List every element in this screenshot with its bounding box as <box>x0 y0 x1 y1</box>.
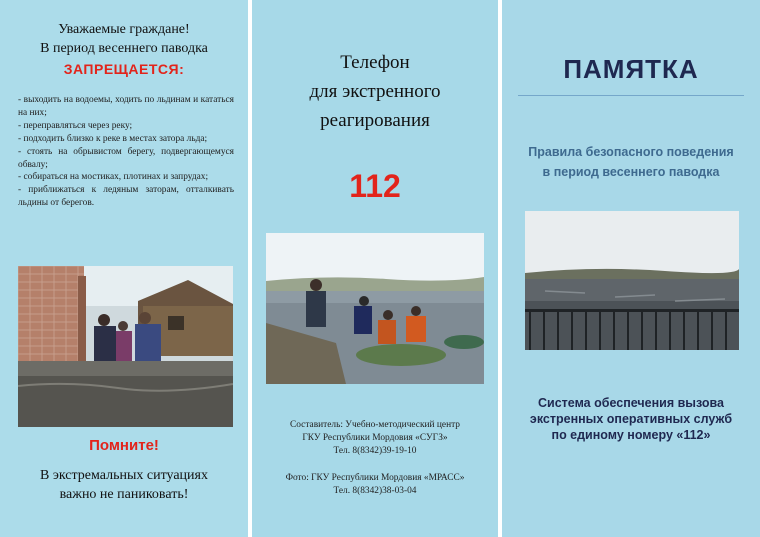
emergency-number: 112 <box>349 168 401 204</box>
phone-line-1: Телефон <box>340 52 410 73</box>
left-panel <box>0 0 248 537</box>
phone-line-3: реагирования <box>320 110 430 131</box>
photo-credit-phone: Тел. 8(8342)38-03-04 <box>333 486 417 496</box>
rule-item: - приближаться к ледяным заторам, отталкивать льдины от берегов. <box>18 185 234 209</box>
title-divider <box>518 95 744 96</box>
forbidden-heading: ЗАПРЕЩАЕТСЯ: <box>63 61 185 77</box>
rule-item: - собираться на мостиках, плотинах и запрудах; <box>18 172 209 183</box>
river-flood-photo <box>525 211 739 350</box>
compiler-line-1: Составитель: Учебно-методический центр <box>290 420 460 430</box>
system-line-3: по единому номеру «112» <box>551 428 711 442</box>
greeting: Уважаемые граждане! <box>58 22 190 37</box>
advice-line-1: В экстремальных ситуациях <box>40 468 208 483</box>
subtitle-line-2: в период весеннего паводка <box>542 165 720 179</box>
photo-credit: Фото: ГКУ Республики Мордовия «МРАСС» <box>285 473 465 483</box>
phone-line-2: для экстренного <box>309 81 441 102</box>
rules-list <box>18 94 234 210</box>
advice-line-2: важно не паниковать! <box>59 487 189 502</box>
subtitle-line-1: Правила безопасного поведения <box>528 145 734 159</box>
flood-street-photo <box>18 266 233 427</box>
middle-panel <box>252 0 498 537</box>
memo-title: ПАМЯТКА <box>563 54 699 84</box>
period-heading: В период весеннего паводка <box>40 41 208 56</box>
remember-heading: Помните! <box>89 437 159 454</box>
rule-item: - подходить близко к реке в местах затора льда; <box>18 133 208 144</box>
compiler-phone: Тел. 8(8342)39-19-10 <box>333 446 417 456</box>
right-panel <box>502 0 760 537</box>
compiler-line-2: ГКУ Республики Мордовия «СУГЗ» <box>302 433 448 443</box>
rule-item: - переправляться через реку; <box>18 120 133 131</box>
rule-item: - стоять на обрывистом берегу, подвергающемуся обвалу; <box>18 146 234 170</box>
rule-item: - выходить на водоемы, ходить по льдинам и кататься на них; <box>18 95 234 118</box>
rescue-boat-photo <box>266 233 484 384</box>
system-line-1: Система обеспечения вызова <box>538 396 724 410</box>
system-line-2: экстренных оперативных служб <box>529 412 733 426</box>
